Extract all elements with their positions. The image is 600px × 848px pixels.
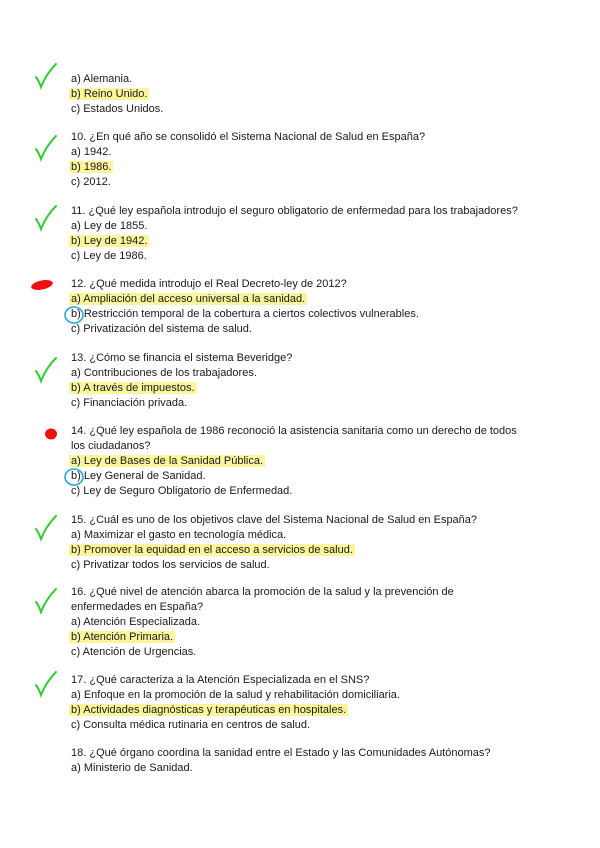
question-text: los ciudadanos? [71, 440, 151, 452]
answer-option: c) Privatizar todos los servicios de salud. [71, 559, 270, 571]
answer-option: c) Atención de Urgencias. [71, 646, 197, 658]
answer-option: a) Enfoque en la promoción de la salud y rehabilitación domiciliaria. [71, 689, 400, 701]
highlighted-answer: b) A través de impuestos. [71, 382, 195, 394]
highlighted-answer: b) Reino Unido. [71, 88, 148, 100]
check-mark-icon [33, 134, 59, 162]
question-text: enfermedades en España? [71, 601, 204, 613]
highlighted-answer: b) Promover la equidad en el acceso a servicios de salud. [71, 544, 353, 556]
answer-option: a) Alemania. [71, 73, 133, 85]
highlighted-answer: b) Ley de 1942. [71, 235, 148, 247]
check-mark-icon [33, 62, 59, 90]
question-text: 13. ¿Cómo se financia el sistema Beveridge? [71, 352, 293, 364]
question-text: 10. ¿En qué año se consolidó el Sistema Nacional de Salud en España? [71, 131, 426, 143]
answer-option: c) 2012. [71, 176, 111, 188]
question-text: 12. ¿Qué medida introdujo el Real Decreto-ley de 2012? [71, 278, 347, 290]
check-mark-icon [33, 587, 59, 615]
answer-option: a) Contribuciones de los trabajadores. [71, 367, 257, 379]
question-text: 16. ¿Qué nivel de atención abarca la promoción de la salud y la prevención de [71, 586, 454, 598]
highlighted-answer: a) Ampliación del acceso universal a la sanidad. [71, 293, 306, 305]
question-text: 18. ¿Qué órgano coordina la sanidad entre el Estado y las Comunidades Autónomas? [71, 747, 491, 759]
answer-option: c) Privatización del sistema de salud. [71, 323, 252, 335]
circled-answer-mark [63, 467, 85, 487]
answer-option: b) Restricción temporal de la cobertura a ciertos colectivos vulnerables. [71, 308, 419, 320]
question-text: 11. ¿Qué ley española introdujo el seguro obligatorio de enfermedad para los trabajadores? [71, 205, 518, 217]
answer-option: a) Maximizar el gasto en tecnología médica. [71, 529, 287, 541]
answer-option: c) Ley de 1986. [71, 250, 147, 262]
answer-option: c) Ley de Seguro Obligatorio de Enfermedad. [71, 485, 293, 497]
red-wrong-mark-icon [39, 427, 65, 441]
highlighted-answer: b) 1986. [71, 161, 112, 173]
check-mark-icon [33, 356, 59, 384]
answer-option: a) Atención Especializada. [71, 616, 201, 628]
answer-option: b) Ley General de Sanidad. [71, 470, 206, 482]
circled-answer-mark [63, 305, 85, 325]
answer-option: c) Estados Unidos. [71, 103, 164, 115]
question-text: 14. ¿Qué ley española de 1986 reconoció la asistencia sanitaria como un derecho de todos [71, 425, 517, 437]
answer-option: a) Ministerio de Sanidad. [71, 762, 193, 774]
check-mark-icon [33, 204, 59, 232]
check-mark-icon [33, 670, 59, 698]
red-wrong-mark-icon [30, 278, 56, 292]
answer-option: a) 1942. [71, 146, 112, 158]
highlighted-answer: b) Atención Primaria. [71, 631, 174, 643]
answer-option: c) Financiación privada. [71, 397, 188, 409]
answer-option: c) Consulta médica rutinaria en centros de salud. [71, 719, 311, 731]
highlighted-answer: b) Actividades diagnósticas y terapéuticas en hospitales. [71, 704, 347, 716]
check-mark-icon [33, 514, 59, 542]
question-text: 15. ¿Cuál es uno de los objetivos clave del Sistema Nacional de Salud en España? [71, 514, 478, 526]
question-text: 17. ¿Qué caracteriza a la Atención Especializada en el SNS? [71, 674, 370, 686]
highlighted-answer: a) Ley de Bases de la Sanidad Pública. [71, 455, 264, 467]
answer-option: a) Ley de 1855. [71, 220, 148, 232]
